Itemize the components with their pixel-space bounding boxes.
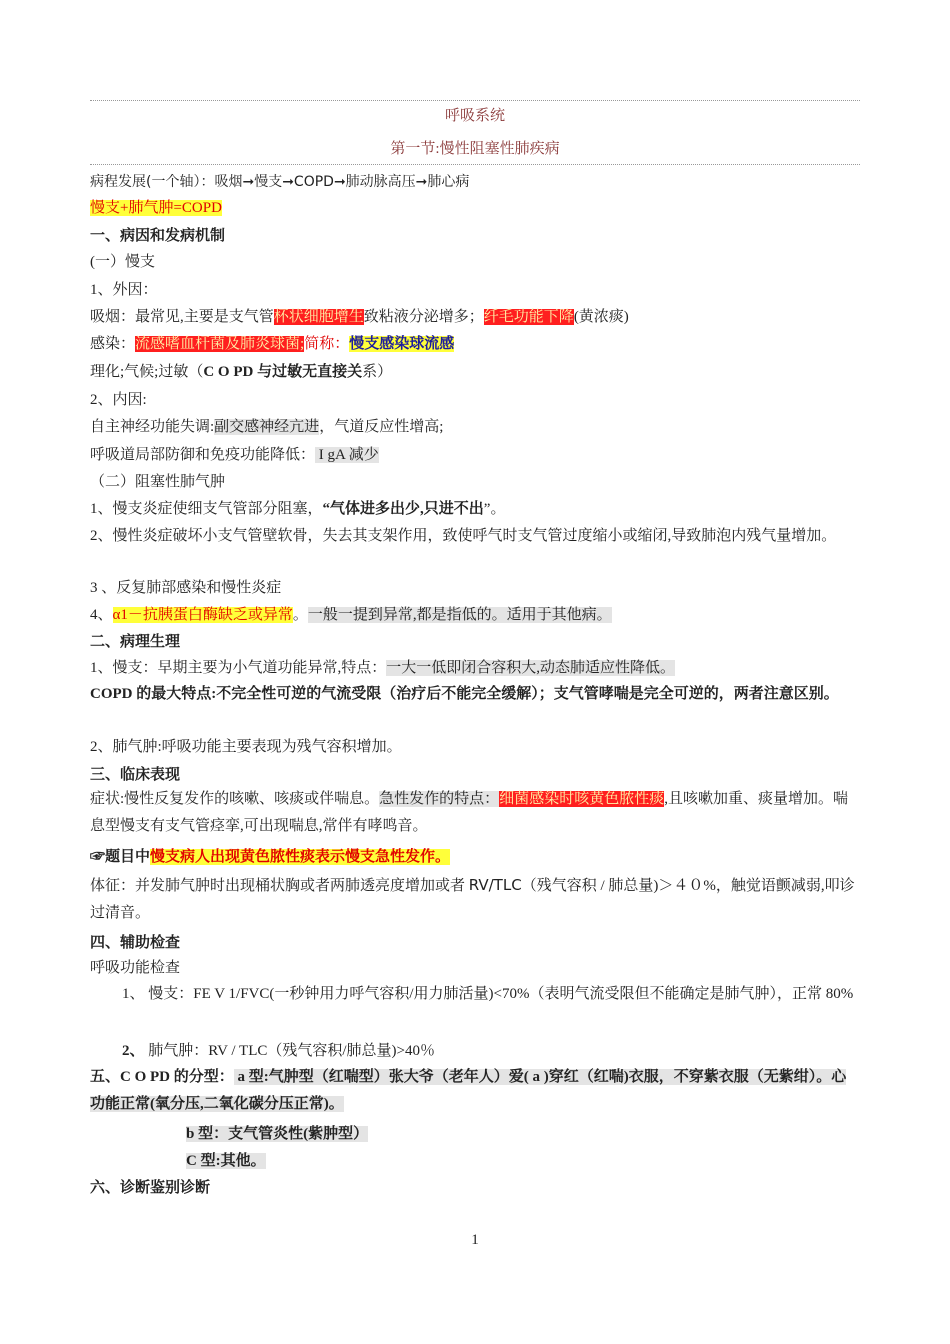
tip-label: ☞题目中 [90,849,151,865]
emphysema-4-dot: 。 [292,607,308,623]
emphysema-2: 2、慢性炎症破坏小支气管壁软骨，失去其支架作用，致使呼气时支气管过度缩小或缩闭,导致肺泡内残气量增加。 [90,528,837,544]
heading-3: 三、临床表现 [90,767,181,783]
formula-line [90,198,222,218]
physical-line [90,362,392,382]
doc-title: 呼吸系统 [444,108,505,124]
heading-5 [90,1064,860,1118]
heading-2: 二、病理生理 [90,634,181,650]
goblet-cell-highlight: 杯状细胞增生 [273,309,364,325]
pathophys-1-highlight: 一大一低即闭合容积大,动态肺适应性降低。 [386,660,676,676]
abbrev-highlight: 慢支感染球流感 [349,336,455,352]
emphysema-1 [90,499,505,519]
header-divider [90,164,860,165]
physical-text-2: 系） [362,364,393,380]
symptoms-text: 症状:慢性反复发作的咳嗽、咳痰或伴喘息。 [90,791,380,807]
smoking-text-3: (黄浓痰) [573,309,629,325]
iga-highlight: I gA 减少 [315,447,379,463]
emphysema-3: 3 、反复肺部感染和慢性炎症 [90,580,282,596]
abbrev-label: 简称： [304,336,350,352]
sputum-highlight: 细菌感染时咳黄色脓性痰 [499,791,665,807]
heading-6: 六、诊断鉴别诊断 [90,1180,211,1196]
antitrypsin-highlight: α1－抗胰蛋白酶缺乏或异常 [112,607,293,623]
pathophys-1 [90,658,675,678]
symptoms-text-2: ,且咳嗽加重、痰量增加。喘息型慢支有支气管痉挛,可出现喘息,常伴有哮鸣音。 [90,791,848,834]
pathophys-2: 2、肺气肿:呼吸功能主要表现为残气容积增加。 [90,739,402,755]
top-divider [90,100,860,101]
type-c-line [90,1151,266,1171]
signs-text: 体征：并发肺气肿时出现桶状胸或者两肺透亮度增加或者 [90,878,469,894]
aux-1: 1、 慢支：FE V 1/FVC(一秒钟用力呼气容积/用力肺活量)<70%（表明气流受限但不能确定是肺气肿），正常 80% [122,986,854,1002]
heading-4: 四、辅助检查 [90,935,181,951]
internal-causes: 2、内因: [90,392,147,408]
aux-2-text: 肺气肿：RV / TLC（残气容积/肺总量)>40％ [144,1043,435,1059]
formula-text: 慢支+肺气肿=COPD [90,200,222,216]
type-b-line [90,1124,368,1144]
emphysema-4-note: 一般一提到异常,都是指低的。适用于其他病。 [307,607,612,623]
external-causes: 1、外因： [90,282,158,298]
type-b: b 型：支气管炎性(紫肿型） [186,1126,369,1142]
smoking-text-2: 致粘液分泌增多； [363,309,484,325]
autonomic-text: 自主神经功能失调: [90,419,215,435]
emphysema-1-text: 1、慢支炎症使细支气管部分阻塞， [90,501,323,517]
copd-feature: COPD 的最大特点:不完全性可逆的气流受限（治疗后不能完全缓解）；支气管哮喘是完全可逆的，两者注意区别。 [90,686,839,702]
autonomic-line [90,417,443,437]
symptoms [90,786,860,840]
cilia-highlight: 纤毛功能下降 [483,309,574,325]
tip-highlight: 慢支病人出现黄色脓性痰表示慢支急性发作。 [150,849,451,865]
emphysema-4-num: 4、 [90,607,113,623]
emphysema-1-bold: “气体进多出少,只进不出 [322,501,484,517]
section-title: 第一节:慢性阻塞性肺疾病 [390,141,560,157]
sub-heading-emphysema: （二）阻塞性肺气肿 [90,474,226,490]
immunity-text: 呼吸道局部防御和免疫功能降低： [90,447,316,463]
acute-label: 急性发作的特点： [379,791,500,807]
smoking-line [90,307,629,327]
infection-label: 感染： [90,336,136,352]
pulmonary-function: 呼吸功能检查 [90,960,181,976]
signs [90,872,860,927]
exam-tip [90,847,450,867]
pathophys-1-text: 1、慢支：早期主要为小气道功能异常,特点： [90,660,387,676]
type-a: a 型:气肿型（红喘型）张大爷（老年人）爱( a )穿红（红喘)衣服，不穿紫衣服（无紫绀）。心功能正常(氧分压,二氧化碳分压正常)。 [90,1069,847,1112]
parasympathetic-highlight: 副交感神经亢进 [214,419,320,435]
smoking-text: 吸烟：最常见,主要是支气管 [90,309,274,325]
autonomic-text-2: ，气道反应性增高; [319,419,444,435]
type-c: C 型:其他。 [186,1153,266,1169]
heading-1: 一、病因和发病机制 [90,228,226,244]
allergy-note: C O PD 与过敏无直接关 [203,364,363,380]
aux-2-num: 2、 [122,1043,145,1059]
signs-text-2: （残气容积 / 肺总量)＞４０%，触觉语颤减弱,叩诊过清音。 [90,878,855,921]
physical-text: 理化;气候;过敏（ [90,364,204,380]
emphysema-1-end: ”。 [483,501,506,517]
copd-types-label: 五、C O PD 的分型： [90,1069,234,1085]
infection-highlight: 流感嗜血杆菌及肺炎球菌; [135,336,305,352]
infection-line [90,334,454,354]
page-number: 1 [471,1232,479,1248]
immunity-line [90,445,379,465]
sub-heading-chronic-bronchitis: (一）慢支 [90,254,155,270]
emphysema-4 [90,605,612,625]
aux-2 [90,1041,435,1061]
rv-tlc: RV/TLC [468,876,522,894]
course-line: 病程发展(一个轴）：吸烟➞慢支➞COPD➞肺动脉高压➞肺心病 [90,174,470,190]
